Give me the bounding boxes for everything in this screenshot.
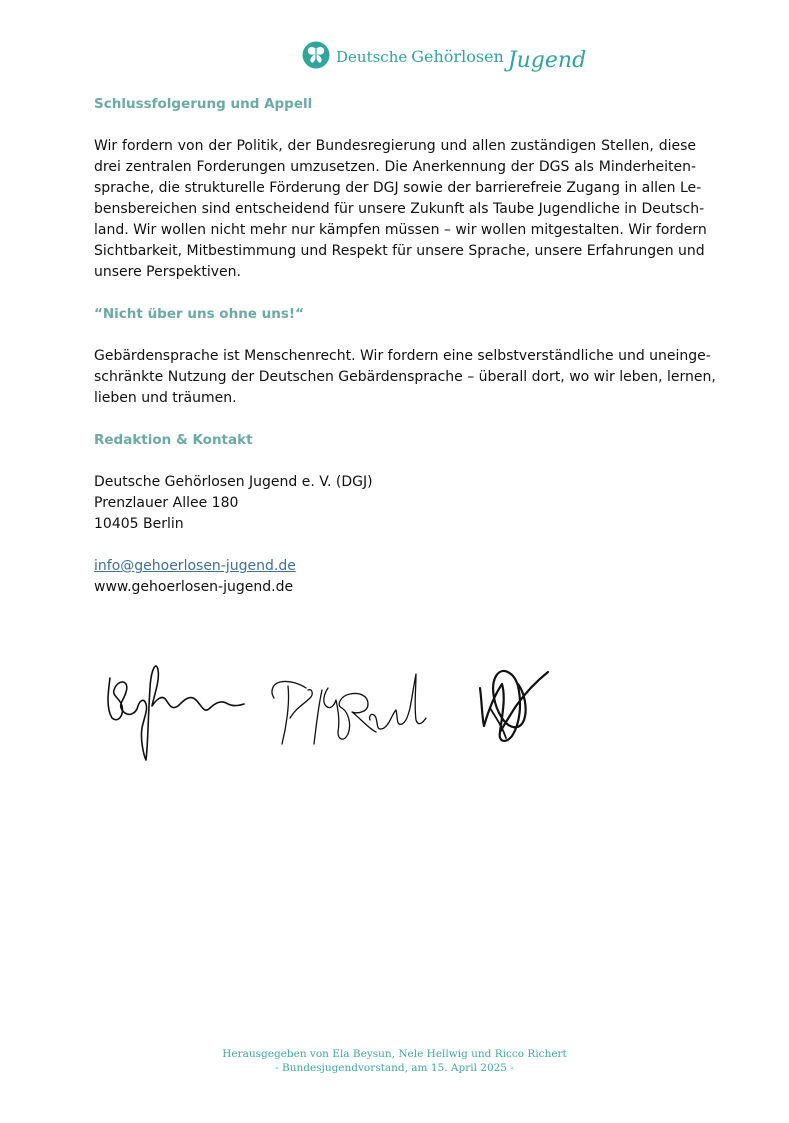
contact-organization: Deutsche Gehörlosen Jugend e. V. (DGJ) — [94, 474, 373, 490]
text-line: sprache, die strukturelle Förderung der DGJ sowie der barrierefreie Zugang in allen Le- — [94, 180, 702, 196]
contact-city: 10405 Berlin — [94, 516, 184, 532]
heading-motto: “Nicht über uns ohne uns!“ — [94, 306, 304, 322]
footer-line-2: - Bundesjugendvorstand, am 15. April 2025 - — [275, 1062, 514, 1074]
butterfly-icon — [302, 41, 330, 69]
paragraph-conclusion — [94, 136, 707, 283]
text-line: lieben und träumen. — [94, 390, 237, 406]
website-text: www.gehoerlosen-jugend.de — [94, 579, 294, 595]
text-line: unsere Perspektiven. — [94, 264, 241, 280]
text-line: Sichtbarkeit, Mitbestimmung und Respekt für unsere Sprache, unsere Erfahrungen und — [94, 243, 705, 259]
document-body — [94, 94, 716, 598]
logo-word-jugend: Jugend — [507, 47, 587, 73]
dgj-logo — [302, 36, 586, 74]
heading-contact: Redaktion & Kontakt — [94, 432, 253, 448]
text-line: drei zentralen Forderungen umzusetzen. Die Anerkennung der DGS als Minderheiten- — [94, 159, 696, 175]
heading-conclusion: Schlussfolgerung und Appell — [94, 96, 313, 112]
signature-3 — [472, 648, 562, 758]
text-line: land. Wir wollen nicht mehr nur kämpfen müssen – wir wollen mitgestalten. Wir fordern — [94, 222, 707, 238]
logo-wordmark — [336, 43, 587, 73]
signatures — [94, 648, 574, 768]
text-line: Wir fordern von der Politik, der Bundesregierung und allen zuständigen Stellen, diese — [94, 138, 696, 154]
text-line: schränkte Nutzung der Deutschen Gebärdensprache – überall dort, wo wir leben, lernen, — [94, 369, 716, 385]
paragraph-motto — [94, 346, 716, 409]
text-line: bensbereichen sind entscheidend für unsere Zukunft als Taube Jugendliche in Deutsch- — [94, 201, 705, 217]
text-line: Gebärdensprache ist Menschenrecht. Wir fordern eine selbstverständliche und uneinge- — [94, 348, 711, 364]
contact-street: Prenzlauer Allee 180 — [94, 495, 239, 511]
logo-word-gehoerlosen: Gehörlosen — [411, 46, 504, 66]
signature-2 — [266, 648, 436, 758]
email-link[interactable]: info@gehoerlosen-jugend.de — [94, 558, 296, 574]
signature-1 — [100, 648, 250, 768]
logo-word-deutsche: Deutsche — [336, 47, 408, 66]
footer — [0, 1047, 789, 1075]
footer-line-1: Herausgegeben von Ela Beysun, Nele Hellwig und Ricco Richert — [222, 1048, 567, 1060]
